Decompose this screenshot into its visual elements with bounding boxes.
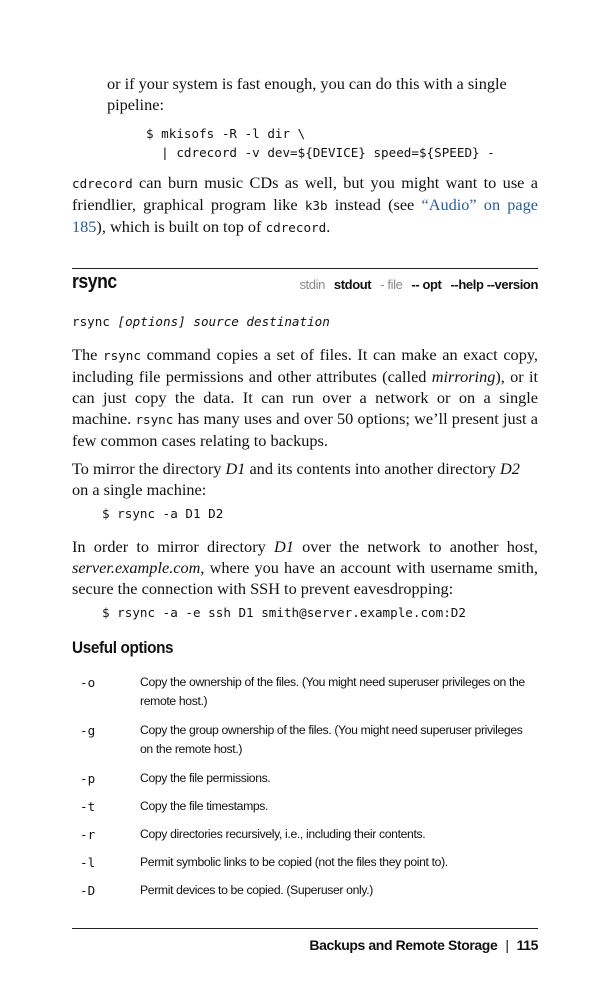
mirror-remote-paragraph bbox=[72, 536, 538, 599]
text: over the network to another host, bbox=[293, 537, 538, 556]
text: and its contents into another directory bbox=[245, 459, 500, 478]
options-list bbox=[72, 673, 538, 900]
text: on a single machine: bbox=[72, 480, 207, 499]
option-description: Copy directories recursively, i.e., including their contents. bbox=[140, 827, 426, 841]
option-flag: -r bbox=[80, 827, 96, 842]
option-row bbox=[72, 853, 538, 872]
option-row bbox=[72, 881, 538, 900]
flag-help-version: --help --version bbox=[450, 277, 538, 292]
option-flag: -l bbox=[80, 855, 96, 870]
emphasis: D1 bbox=[273, 537, 294, 556]
text: . bbox=[326, 217, 331, 236]
synopsis-options: [options] bbox=[117, 314, 186, 329]
text: command copies a set of files. It can make an exact copy, including file permissions and other attributes (called bbox=[72, 345, 538, 386]
option-description: Copy the file timestamps. bbox=[140, 799, 269, 813]
option-description: Permit devices to be copied. (Superuser only.) bbox=[140, 883, 373, 897]
option-flag: -g bbox=[80, 723, 96, 738]
inline-code: rsync bbox=[103, 348, 141, 363]
option-flag: -D bbox=[80, 883, 96, 898]
footer-rule bbox=[72, 928, 538, 929]
option-flag: -o bbox=[80, 675, 96, 690]
text: can burn music CDs as well, but you might want to use a friendlier, graphical program like bbox=[72, 173, 538, 214]
flag-file: - file bbox=[380, 277, 403, 292]
text: The bbox=[72, 345, 103, 364]
code-line: $ mkisofs -R -l dir \ bbox=[146, 126, 306, 141]
option-row bbox=[72, 721, 538, 759]
emphasis: D1 bbox=[225, 459, 246, 478]
cross-reference-link[interactable]: “Audio” on page 185 bbox=[72, 195, 538, 236]
text: ), or it can just copy the data. It can run over a network or on a single machine. bbox=[72, 367, 539, 428]
option-row bbox=[72, 797, 538, 816]
text: In order to mirror directory bbox=[72, 537, 274, 556]
option-row bbox=[72, 825, 538, 844]
page-footer bbox=[309, 937, 538, 953]
text: has many uses and over 50 options; we’ll present just a few common cases relating to backups. bbox=[72, 409, 538, 450]
footer-separator: | bbox=[505, 937, 509, 953]
intro-paragraph: or if your system is fast enough, you can do this with a single pipeline: bbox=[107, 74, 507, 114]
inline-code: k3b bbox=[304, 198, 328, 213]
inline-code: cdrecord bbox=[72, 176, 133, 191]
code-block-remote-mirror: $ rsync -a -e ssh D1 smith@server.example.com:D2 bbox=[102, 605, 466, 620]
page-number: 115 bbox=[516, 937, 538, 953]
flag-opt: -- opt bbox=[411, 277, 442, 292]
command-flags bbox=[290, 277, 538, 292]
option-flag: -p bbox=[80, 771, 96, 786]
text: ), which is built on top of bbox=[96, 217, 266, 236]
flag-stdout: stdout bbox=[333, 277, 372, 292]
useful-options-heading: Useful options bbox=[72, 638, 174, 657]
command-synopsis bbox=[72, 314, 330, 329]
option-flag: -t bbox=[80, 799, 96, 814]
synopsis-cmd: rsync bbox=[72, 314, 110, 329]
code-block-mkisofs bbox=[146, 124, 495, 162]
cdrecord-paragraph bbox=[72, 172, 538, 238]
rsync-description bbox=[72, 344, 538, 451]
inline-code: cdrecord bbox=[265, 220, 327, 235]
text: instead (see bbox=[327, 195, 422, 214]
flag-stdin: stdin bbox=[299, 277, 325, 292]
emphasis: mirroring bbox=[431, 367, 496, 386]
code-block-local-mirror: $ rsync -a D1 D2 bbox=[102, 506, 224, 521]
option-description: Copy the file permissions. bbox=[140, 771, 271, 785]
option-row bbox=[72, 769, 538, 788]
text: To mirror the directory bbox=[72, 459, 226, 478]
option-description: Copy the ownership of the files. (You might need superuser privileges on the remote host.) bbox=[140, 675, 525, 708]
command-title: rsync bbox=[72, 271, 117, 293]
synopsis-args: source destination bbox=[193, 314, 330, 329]
inline-code: rsync bbox=[135, 412, 174, 427]
mirror-local-paragraph bbox=[72, 458, 538, 500]
option-description: Permit symbolic links to be copied (not the files they point to). bbox=[140, 855, 448, 869]
emphasis: server.example.com bbox=[72, 558, 201, 577]
option-row bbox=[72, 673, 538, 711]
code-line: | cdrecord -v dev=${DEVICE} speed=${SPEED} - bbox=[146, 145, 495, 160]
emphasis: D2 bbox=[499, 459, 520, 478]
chapter-title: Backups and Remote Storage bbox=[309, 937, 498, 953]
section-rule bbox=[72, 268, 538, 269]
option-description: Copy the group ownership of the files. (You might need superuser privileges on the remote host.) bbox=[140, 723, 523, 756]
text: , where you have an account with username smith, secure the connection with SSH to prevent eavesdropping: bbox=[72, 558, 538, 598]
